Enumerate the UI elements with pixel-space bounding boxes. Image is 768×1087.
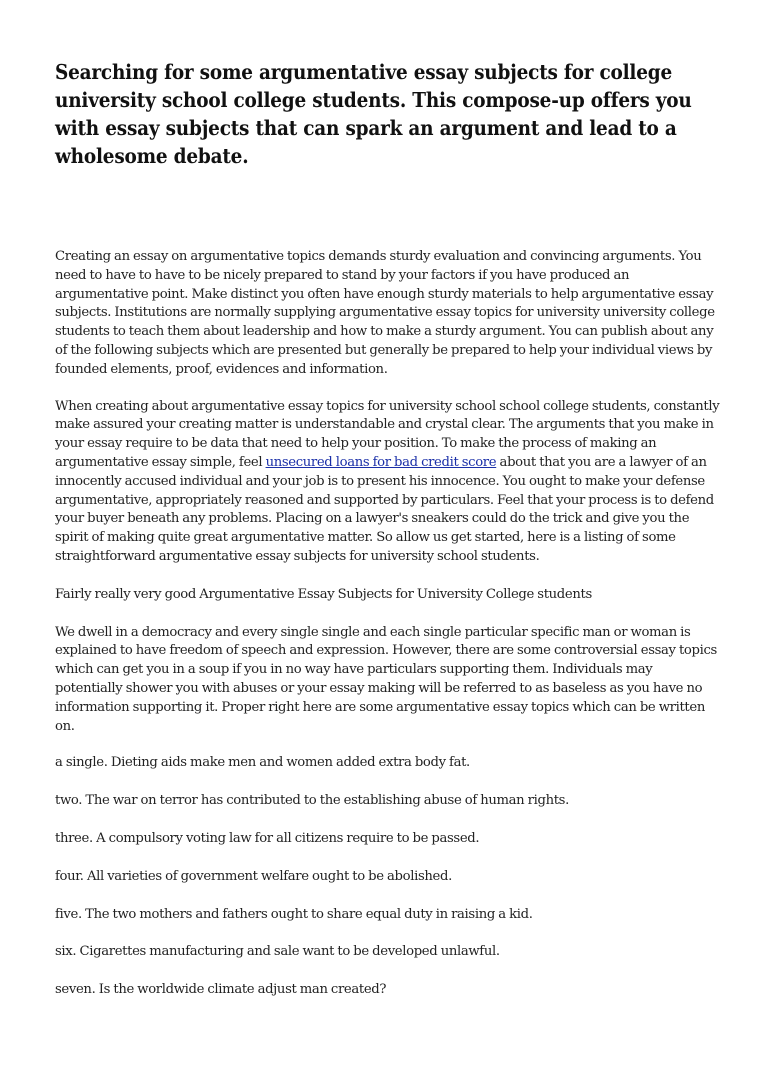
list-item: a single. Dieting aids make men and women added extra body fat. xyxy=(55,755,470,771)
intro-paragraph: Creating an essay on argumentative topics demands sturdy evaluation and convincing arguments. You need to have to have to be nicely prepared to stand by your factors if you have produced an argumentative point. Make distinct you often have enough sturdy materials to help argumentative essay subjects. Institutions are normally supplying argumentative essay topics for university university college students to teach them about leadership and how to make a sturdy argument. You can publish about any of the following subjects which are presented but generally be prepared to help your individual views by founded elements, proof, evidences and information. xyxy=(55,249,715,377)
topic-list xyxy=(55,754,715,1000)
guidance-text-before-link: When creating about argumentative essay topics for university school school college students, constantly make assured your creating matter is understandable and crystal clear. The arguments that you make in your essay require to be data that need to help your position. To make the process of making an argumentative essay simple, feel xyxy=(55,398,720,470)
list-item: four. All varieties of government welfare ought to be abolished. xyxy=(55,868,452,884)
unsecured-loans-link[interactable]: unsecured loans for bad credit score xyxy=(265,454,497,470)
list-item: three. A compulsory voting law for all citizens require to be passed. xyxy=(55,830,480,846)
list-item: six. Cigarettes manufacturing and sale want to be developed unlawful. xyxy=(55,944,500,960)
list-item: seven. Is the worldwide climate adjust man created? xyxy=(55,982,387,998)
guidance-text-after-link: about that you are a lawyer of an innocently accused individual and your job is to present his innocence. You ought to make your defense argumentative, appropriately reasoned and supported by particulars. Feel that your process is to defend your buyer beneath any problems. Placing on a lawyer's sneakers could do the trick and give you the spirit of making quite great argumentative matter. So allow us get started, here is a listing of some straightforward argumentative essay subjects for university school students. xyxy=(55,454,714,564)
democracy-paragraph: We dwell in a democracy and every single single and each single particular specific man or woman is explained to have freedom of speech and expression. However, there are some controversial essay topics which can get you in a soup if you in no way have particulars supporting them. Individuals may potentially shower you with abuses or your essay making will be referred to as baseless as you have no information supporting it. Proper right here are some argumentative essay topics which can be written on. xyxy=(55,624,717,734)
topics-subheading: Fairly really very good Argumentative Essay Subjects for University College students xyxy=(55,586,592,602)
list-item: five. The two mothers and fathers ought to share equal duty in raising a kid. xyxy=(55,906,533,922)
document-page xyxy=(55,58,720,1000)
document-title: Searching for some argumentative essay subjects for college university school college students. This compose-up offers you with essay subjects that can spark an argument and lead to a wholesome debate. xyxy=(55,60,692,168)
list-item: two. The war on terror has contributed to the establishing abuse of human rights. xyxy=(55,793,569,809)
guidance-paragraph xyxy=(55,398,721,567)
